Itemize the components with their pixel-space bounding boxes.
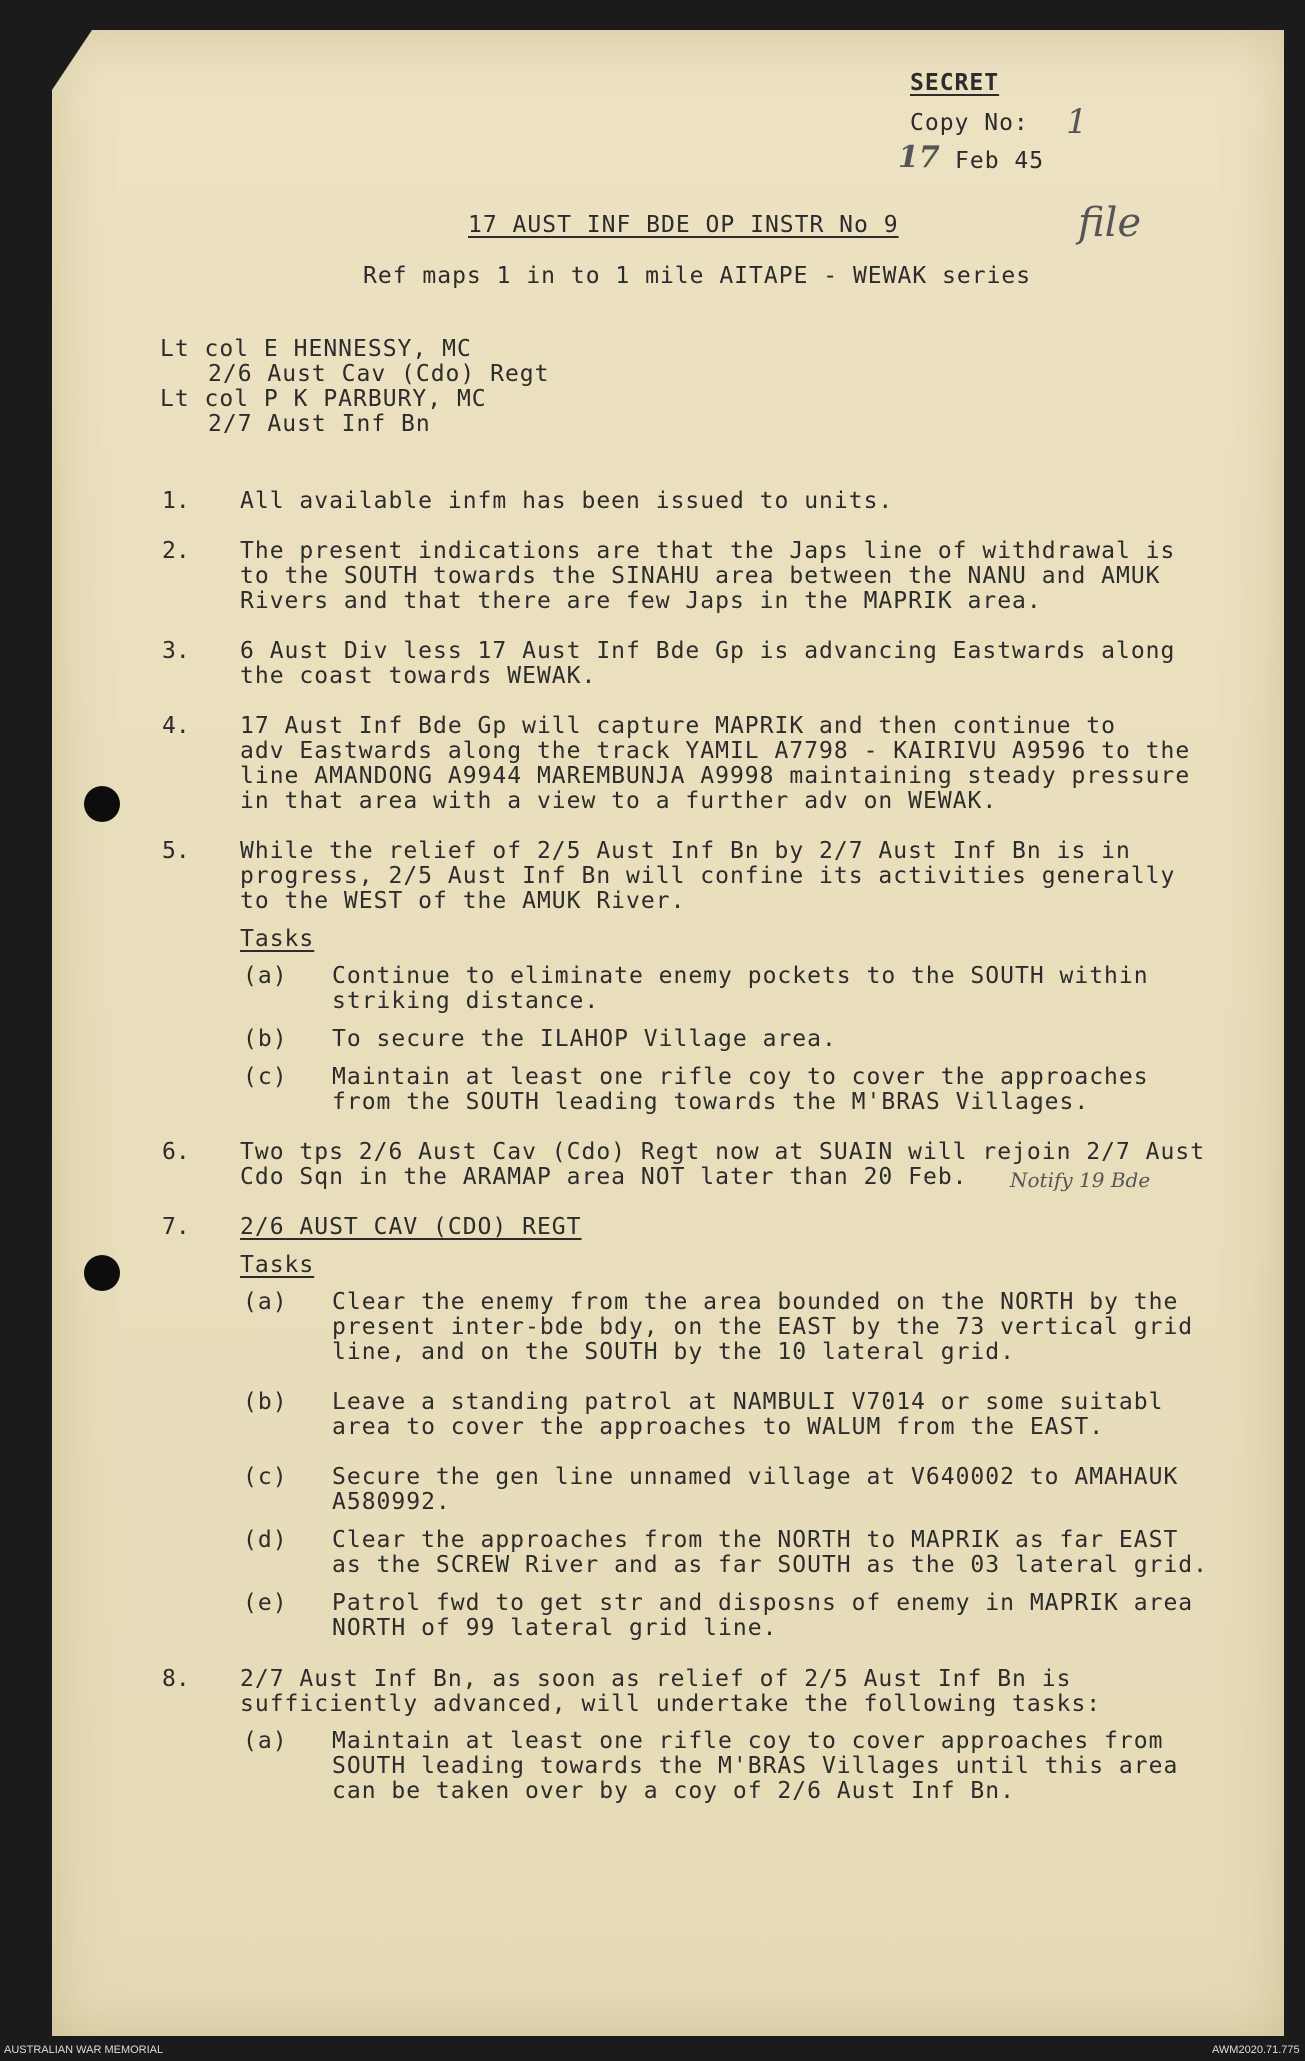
ref-maps: Ref maps 1 in to 1 mile AITAPE - WEWAK series (363, 263, 1032, 289)
para-7-task-e-line: NORTH of 99 lateral grid line. (332, 1615, 778, 1641)
para-6-line: Two tps 2/6 Aust Cav (Cdo) Regt now at SUAIN will rejoin 2/7 Aust (240, 1139, 1206, 1165)
para-4-number: 4. (162, 713, 190, 739)
para-7-task-d-line: as the SCREW River and as far SOUTH as the 03 lateral grid. (332, 1552, 1208, 1578)
para-8-task-a-line: Maintain at least one rifle coy to cover approaches from (332, 1728, 1164, 1754)
para-7-task-a-letter: (a) (243, 1289, 288, 1315)
para-3-line: the coast towards WEWAK. (240, 663, 597, 689)
para-8-task-a-line: SOUTH leading towards the M'BRAS Villages until this area (332, 1753, 1179, 1779)
para-2-number: 2. (162, 538, 190, 564)
para-5-number: 5. (162, 838, 190, 864)
para-3-line: 6 Aust Div less 17 Aust Inf Bde Gp is advancing Eastwards along (240, 638, 1176, 664)
addressee-2: 2/6 Aust Cav (Cdo) Regt (208, 361, 550, 387)
para-8-task-a-line: can be taken over by a coy of 2/6 Aust Inf Bn. (332, 1778, 1015, 1804)
para-5-tasks-label: Tasks (240, 926, 315, 952)
para-7-heading: 2/6 AUST CAV (CDO) REGT (240, 1214, 582, 1240)
para-7-task-e-line: Patrol fwd to get str and disposns of enemy in MAPRIK area (332, 1590, 1194, 1616)
para-7-task-b-line: area to cover the approaches to WALUM from the EAST. (332, 1414, 1105, 1440)
para-7-task-e-letter: (e) (243, 1590, 288, 1616)
para-8-task-a-letter: (a) (243, 1728, 288, 1754)
para-7-task-b-letter: (b) (243, 1389, 288, 1415)
punch-hole-bottom (84, 1255, 120, 1291)
para-7-task-d-line: Clear the approaches from the NORTH to MAPRIK as far EAST (332, 1527, 1179, 1553)
addressee-1: Lt col E HENNESSY, MC (160, 336, 472, 362)
para-7-task-d-letter: (d) (243, 1527, 288, 1553)
para-3-number: 3. (162, 638, 190, 664)
para-7-task-a-line: line, and on the SOUTH by the 10 lateral grid. (332, 1339, 1015, 1365)
para-7-task-b-line: Leave a standing patrol at NAMBULI V7014 or some suitabl (332, 1389, 1164, 1415)
secret-stamp: SECRET (910, 70, 1000, 96)
para-4-line: 17 Aust Inf Bde Gp will capture MAPRIK and then continue to (240, 713, 1116, 739)
para-1-line: All available infm has been issued to units. (240, 488, 894, 514)
para-7-task-c-line: Secure the gen line unnamed village at V640002 to AMAHAUK (332, 1464, 1179, 1490)
para-4-line: adv Eastwards along the track YAMIL A7798 - KAIRIVU A9596 to the (240, 738, 1191, 764)
para-7-tasks-label: Tasks (240, 1252, 315, 1278)
para-7-task-a-line: Clear the enemy from the area bounded on the NORTH by the (332, 1289, 1179, 1315)
footer-institution: AUSTRALIAN WAR MEMORIAL (4, 2044, 164, 2056)
punch-hole-top (84, 786, 120, 822)
para-5-task-c-line: from the SOUTH leading towards the M'BRAS Villages. (332, 1089, 1090, 1115)
para-6-line: Cdo Sqn in the ARAMAP area NOT later than 20 Feb. (240, 1164, 968, 1190)
para-5-task-b-line: To secure the ILAHOP Village area. (332, 1026, 837, 1052)
footer-accession-number: AWM2020.71.775 (1212, 2044, 1300, 2056)
para-5-task-c-line: Maintain at least one rifle coy to cover the approaches (332, 1064, 1149, 1090)
para-8-number: 8. (162, 1666, 190, 1692)
date-day: 17 (898, 140, 940, 175)
para-7-task-c-letter: (c) (243, 1464, 288, 1490)
para-5-task-a-line: Continue to eliminate enemy pockets to the SOUTH within (332, 963, 1149, 989)
para-5-line: While the relief of 2/5 Aust Inf Bn by 2/7 Aust Inf Bn is in (240, 838, 1131, 864)
file-note: file (1078, 200, 1142, 246)
para-7-task-c-line: A580992. (332, 1489, 451, 1515)
para-2-line: to the SOUTH towards the SINAHU area between the NANU and AMUK (240, 563, 1161, 589)
para-5-line: to the WEST of the AMUK River. (240, 888, 686, 914)
para-5-task-a-letter: (a) (243, 963, 288, 989)
para-6-number: 6. (162, 1139, 190, 1165)
folded-corner (52, 30, 92, 90)
para-7-number: 7. (162, 1214, 190, 1240)
para-4-line: in that area with a view to a further adv on WEWAK. (240, 788, 998, 814)
para-7-task-a-line: present inter-bde bdy, on the EAST by the 73 vertical grid (332, 1314, 1194, 1340)
para-5-task-a-line: striking distance. (332, 988, 600, 1014)
page-title: 17 AUST INF BDE OP INSTR No 9 (468, 212, 899, 238)
para-8-line: sufficiently advanced, will undertake the following tasks: (240, 1691, 1102, 1717)
copy-no-value: 1 (1066, 102, 1088, 142)
para-1-number: 1. (162, 488, 190, 514)
addressee-3: Lt col P K PARBURY, MC (160, 386, 487, 412)
para-5-task-b-letter: (b) (243, 1026, 288, 1052)
para-4-line: line AMANDONG A9944 MAREMBUNJA A9998 maintaining steady pressure (240, 763, 1191, 789)
para-8-line: 2/7 Aust Inf Bn, as soon as relief of 2/5 Aust Inf Bn is (240, 1666, 1072, 1692)
copy-no-label: Copy No: (910, 110, 1029, 136)
date-text: Feb 45 (955, 148, 1045, 174)
para-2-line: Rivers and that there are few Japs in the MAPRIK area. (240, 588, 1042, 614)
para-5-line: progress, 2/5 Aust Inf Bn will confine its activities generally (240, 863, 1176, 889)
para-5-task-c-letter: (c) (243, 1064, 288, 1090)
para-2-line: The present indications are that the Japs line of withdrawal is (240, 538, 1176, 564)
para-6-handwritten-note: Notify 19 Bde (1010, 1168, 1151, 1192)
addressee-4: 2/7 Aust Inf Bn (208, 411, 431, 437)
